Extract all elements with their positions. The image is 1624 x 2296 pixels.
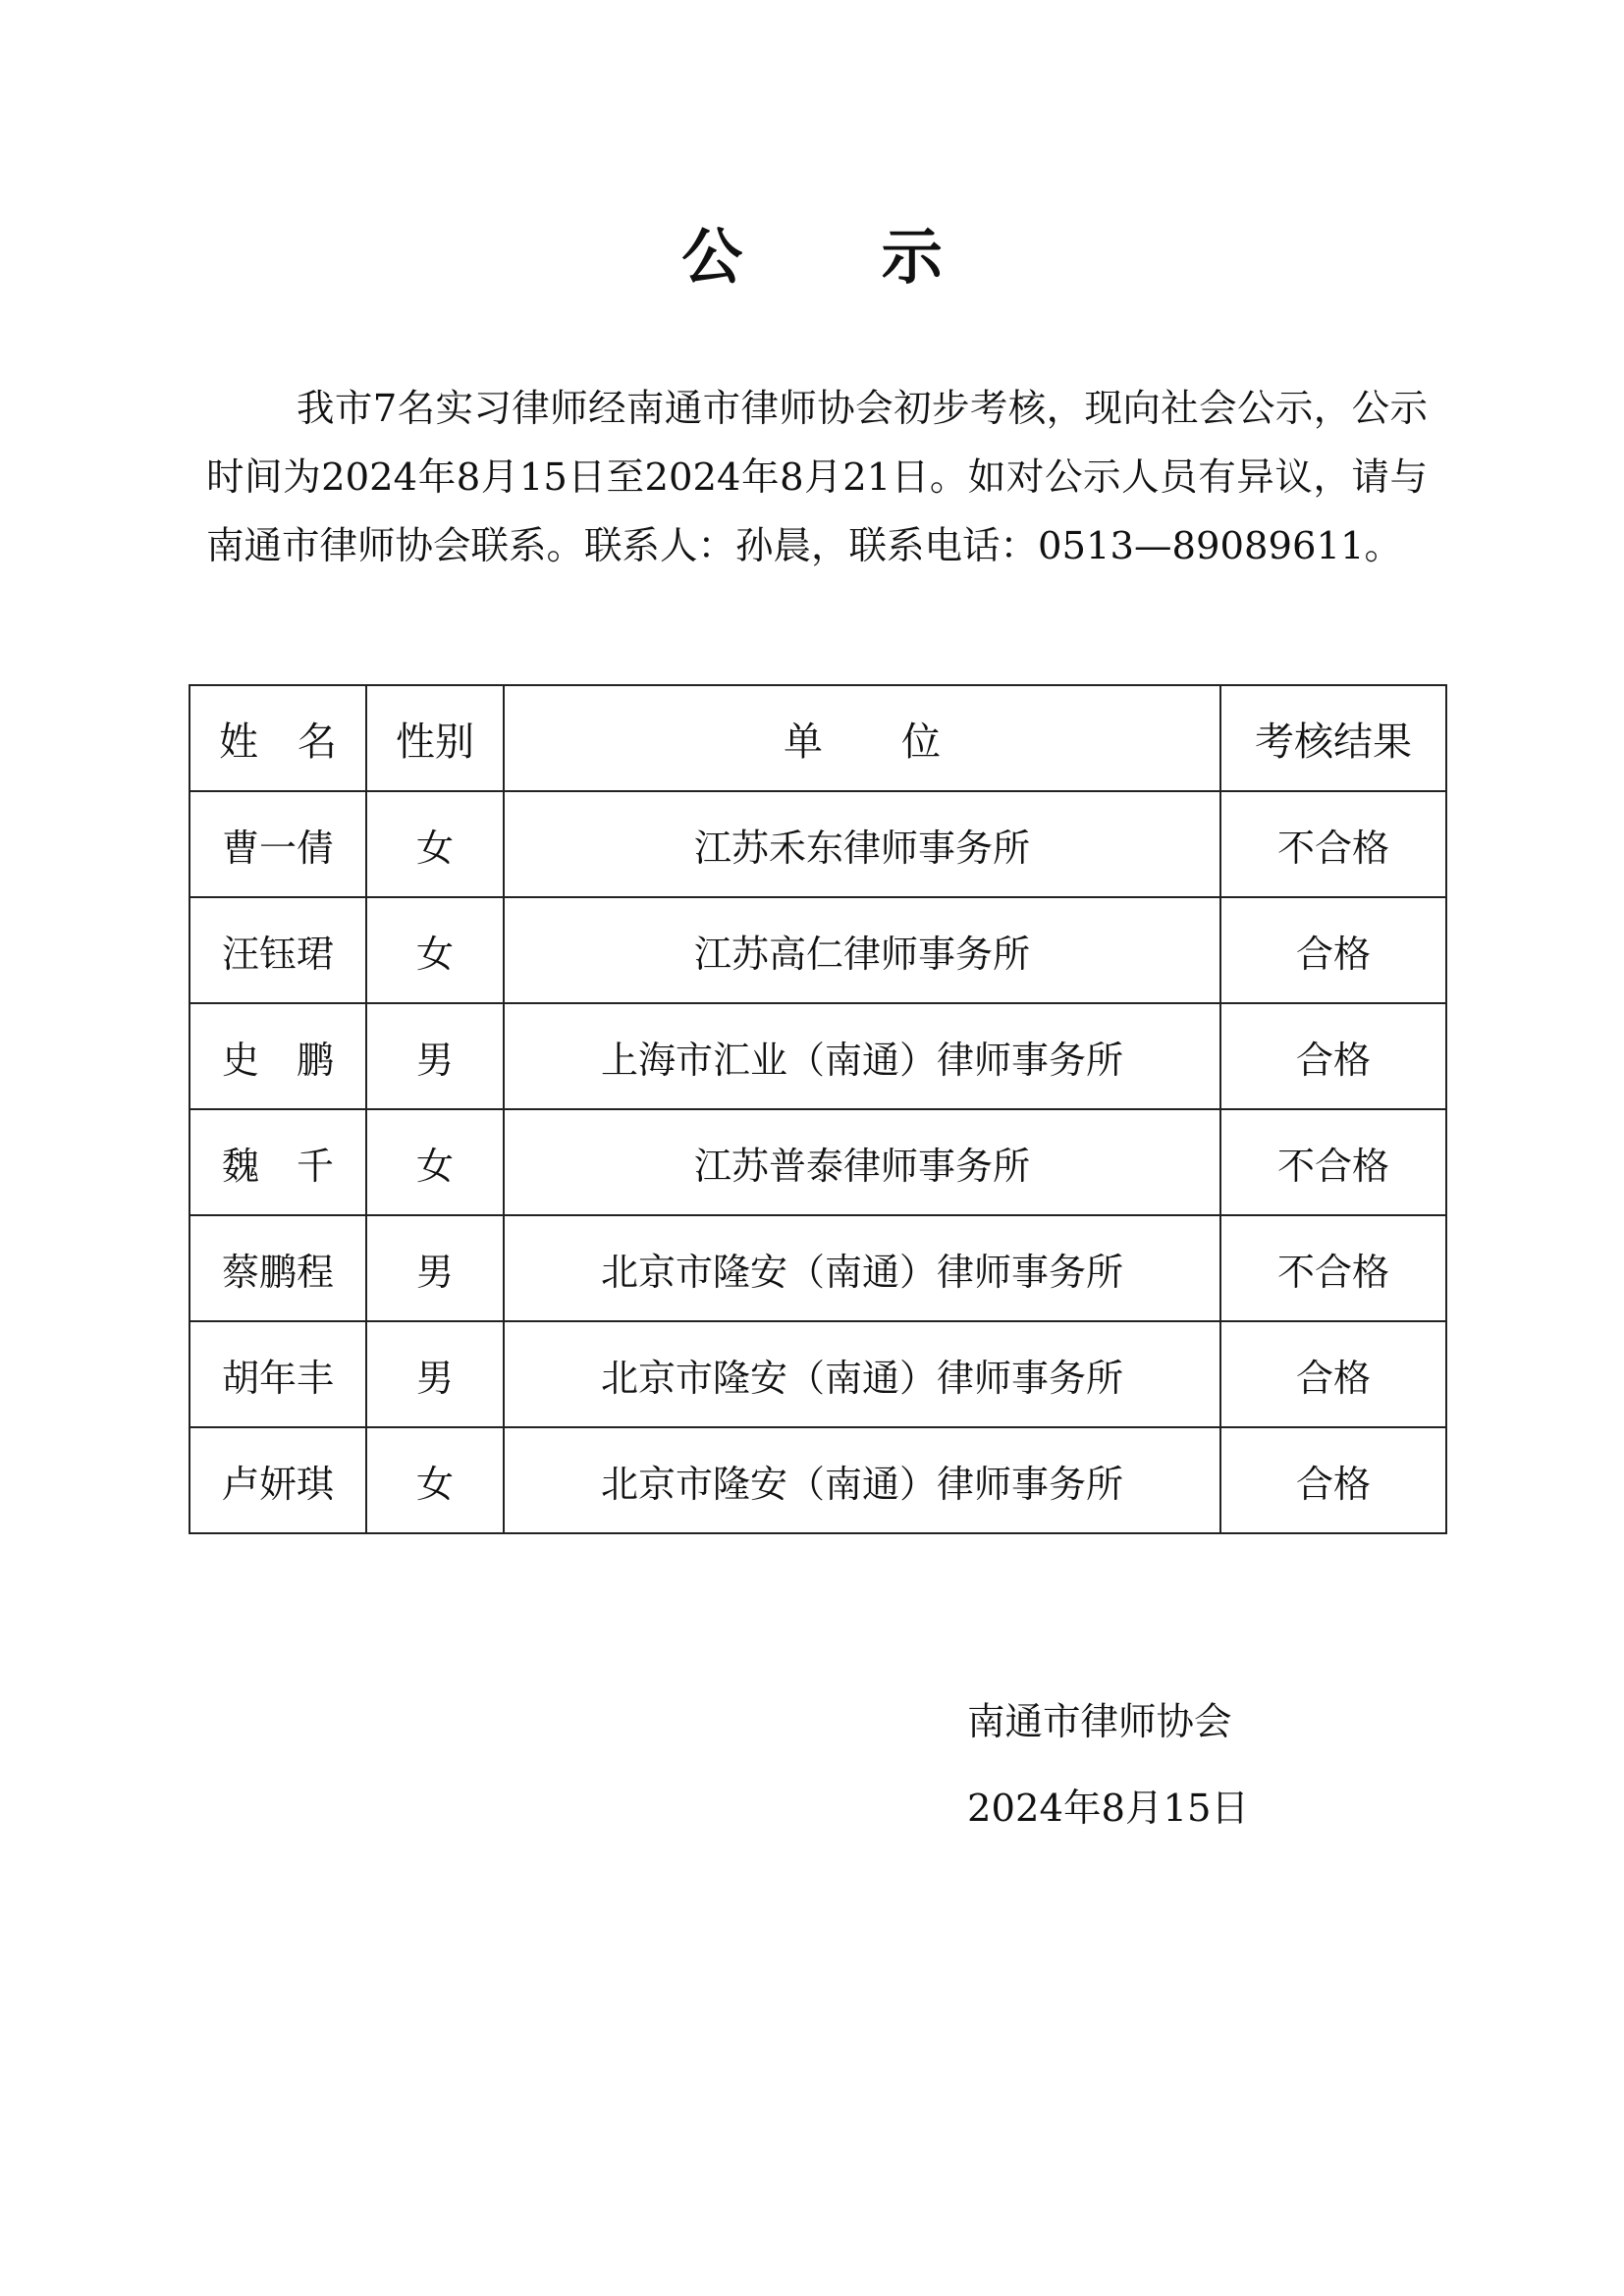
cell-result: 不合格 (1220, 1215, 1446, 1321)
header-name: 姓 名 (189, 685, 366, 791)
table-row (189, 791, 1446, 897)
cell-gender: 女 (366, 1427, 504, 1533)
cell-gender: 男 (366, 1321, 504, 1427)
intro-paragraph: 我市7名实习律师经南通市律师协会初步考核，现向社会公示，公示时间为2024年8月15日至2024年8月21日。如对公示人员有异议，请与南通市律师协会联系。联系人：孙晨，联系电话：0513—89089611。 (206, 387, 1428, 568)
cell-unit: 江苏禾东律师事务所 (504, 791, 1220, 897)
cell-gender: 女 (366, 897, 504, 1003)
cell-gender: 女 (366, 791, 504, 897)
header-unit: 单 位 (504, 685, 1220, 791)
signature-org: 南通市律师协会 (967, 1700, 1232, 1744)
cell-gender: 女 (366, 1109, 504, 1215)
cell-result: 不合格 (1220, 1109, 1446, 1215)
signature-block (967, 1693, 1249, 1839)
cell-unit: 江苏普泰律师事务所 (504, 1109, 1220, 1215)
header-result: 考核结果 (1220, 685, 1446, 791)
table-row (189, 1215, 1446, 1321)
cell-unit: 江苏高仁律师事务所 (504, 897, 1220, 1003)
header-gender: 性别 (366, 685, 504, 791)
cell-unit: 北京市隆安（南通）律师事务所 (504, 1215, 1220, 1321)
cell-name: 曹一倩 (189, 791, 366, 897)
table-row (189, 1321, 1446, 1427)
trainee-lawyer-table (189, 684, 1447, 1534)
cell-name: 史 鹏 (189, 1003, 366, 1109)
table-row (189, 1427, 1446, 1533)
cell-gender: 男 (366, 1215, 504, 1321)
signature-date: 2024年8月15日 (967, 1787, 1249, 1831)
cell-gender: 男 (366, 1003, 504, 1109)
cell-result: 不合格 (1220, 791, 1446, 897)
cell-unit: 上海市汇业（南通）律师事务所 (504, 1003, 1220, 1109)
cell-result: 合格 (1220, 1321, 1446, 1427)
cell-name: 卢妍琪 (189, 1427, 366, 1533)
cell-unit: 北京市隆安（南通）律师事务所 (504, 1427, 1220, 1533)
cell-result: 合格 (1220, 897, 1446, 1003)
cell-name: 汪钰珺 (189, 897, 366, 1003)
table-row (189, 1109, 1446, 1215)
table-row (189, 1003, 1446, 1109)
page-title: 公 示 (681, 221, 1001, 293)
cell-name: 胡年丰 (189, 1321, 366, 1427)
cell-name: 魏 千 (189, 1109, 366, 1215)
cell-unit: 北京市隆安（南通）律师事务所 (504, 1321, 1220, 1427)
table-row (189, 897, 1446, 1003)
cell-result: 合格 (1220, 1427, 1446, 1533)
table-header-row (189, 685, 1446, 791)
cell-result: 合格 (1220, 1003, 1446, 1109)
cell-name: 蔡鹏程 (189, 1215, 366, 1321)
